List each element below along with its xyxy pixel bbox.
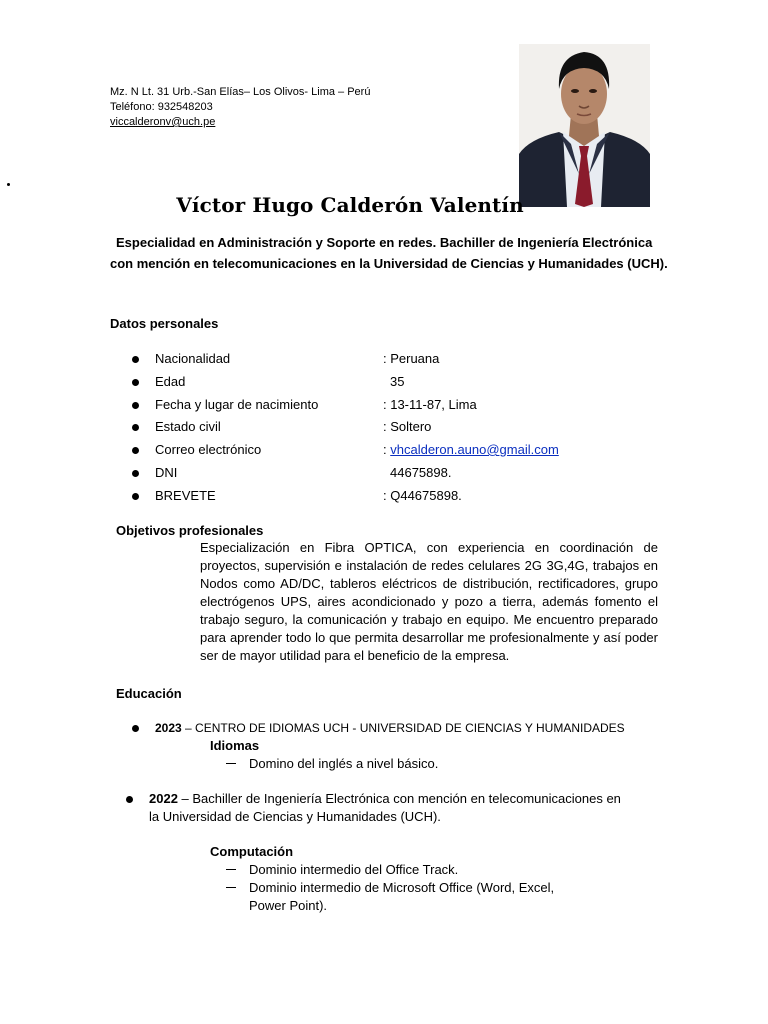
personal-label: Nacionalidad xyxy=(155,351,231,366)
page-title: Víctor Hugo Calderón Valentín xyxy=(176,193,524,217)
personal-row xyxy=(132,350,732,372)
personal-label: BREVETE xyxy=(155,488,216,503)
personal-row xyxy=(132,396,732,418)
bullet-icon xyxy=(132,470,139,477)
personal-label: DNI xyxy=(155,465,178,480)
education-text-continued: la Universidad de Ciencias y Humanidades (UCH). xyxy=(149,809,441,824)
subitem-text: Dominio intermedio de Microsoft Office (Word, Excel, xyxy=(249,880,555,895)
personal-row xyxy=(132,373,732,395)
bullet-icon xyxy=(132,493,139,500)
bullet-icon xyxy=(132,379,139,386)
summary-content: Especialidad en Administración y Soporte en redes. Bachiller de Ingeniería Electrónica con mención en telecomunicaciones en la Universidad de Ciencias y Humanidades (UCH). xyxy=(110,235,668,271)
personal-list xyxy=(132,350,732,510)
education-line xyxy=(149,790,621,808)
objectives-text: Especialización en Fibra OPTICA, con experiencia en coordinación de proyectos, supervisión e instalación de redes celulares 2G 3G,4G, trabajos en Nodos como AD/DC, tableros eléctricos de distribución, rectificadores, grupo electrógenos UPS, aires acondicionado y pozo a tierra, además fomento el trabajo seguro, la comunicación y trabajo en equipo. Me encuentro preparado para aprender todo lo que permita desarrollar me profesionalmente y así poder ser de mayor utilidad para el beneficio de la empresa. xyxy=(200,540,658,663)
education-line xyxy=(155,719,625,737)
bullet-icon xyxy=(126,796,133,803)
personal-value: : 13-11-87, Lima xyxy=(383,397,477,412)
value-prefix: : xyxy=(383,442,391,457)
personal-label: Estado civil xyxy=(155,419,221,434)
personal-row xyxy=(132,418,732,440)
summary-text xyxy=(110,232,670,274)
dash-icon xyxy=(226,887,236,888)
personal-label: Edad xyxy=(155,374,186,389)
personal-row xyxy=(132,487,732,509)
education-text: – Bachiller de Ingeniería Electrónica con mención en telecomunicaciones en xyxy=(177,791,621,806)
education-subtitle: Idiomas xyxy=(210,738,260,753)
education-subtitle: Computación xyxy=(210,844,294,859)
contact-address: Mz. N Lt. 31 Urb.-San Elías– Los Olivos- Lima – Perú xyxy=(110,86,371,98)
personal-section-title: Datos personales xyxy=(110,316,219,331)
personal-value xyxy=(383,441,559,459)
profile-photo xyxy=(519,44,650,207)
personal-label: Fecha y lugar de nacimiento xyxy=(155,397,319,412)
objectives-section-title: Objetivos profesionales xyxy=(116,523,264,538)
contact-phone: Teléfono: 932548203 xyxy=(110,101,213,113)
bullet-icon xyxy=(132,725,139,732)
personal-value: : Soltero xyxy=(383,419,432,434)
personal-value: : Q44675898. xyxy=(383,488,462,503)
education-text: – CENTRO DE IDIOMAS UCH - UNIVERSIDAD DE CIENCIAS Y HUMANIDADES xyxy=(181,721,625,735)
personal-label: Correo electrónico xyxy=(155,442,262,457)
education-subitem xyxy=(226,755,439,773)
bullet-icon xyxy=(132,402,139,409)
education-subitem xyxy=(226,861,459,879)
bullet-icon xyxy=(132,424,139,431)
education-section-title: Educación xyxy=(116,686,182,701)
personal-row xyxy=(132,464,732,486)
education-year: 2022 xyxy=(149,791,178,806)
personal-value: 35 xyxy=(390,374,405,389)
bullet-icon xyxy=(132,447,139,454)
personal-value: 44675898. xyxy=(390,465,452,480)
education-subitem xyxy=(226,879,555,897)
subitem-text: Dominio intermedio del Office Track. xyxy=(249,862,459,877)
personal-value: : Peruana xyxy=(383,351,440,366)
subitem-text: Domino del inglés a nivel básico. xyxy=(249,756,439,771)
bullet-icon xyxy=(132,356,139,363)
contact-email-link[interactable]: viccalderonv@uch.pe xyxy=(110,116,216,128)
education-year: 2023 xyxy=(155,721,182,735)
email-link[interactable]: vhcalderon.auno@gmail.com xyxy=(390,442,559,457)
personal-row xyxy=(132,441,732,463)
dash-icon xyxy=(226,869,236,870)
education-subitem-continued: Power Point). xyxy=(249,898,328,913)
dash-icon xyxy=(226,763,236,764)
stray-dot xyxy=(7,183,10,186)
